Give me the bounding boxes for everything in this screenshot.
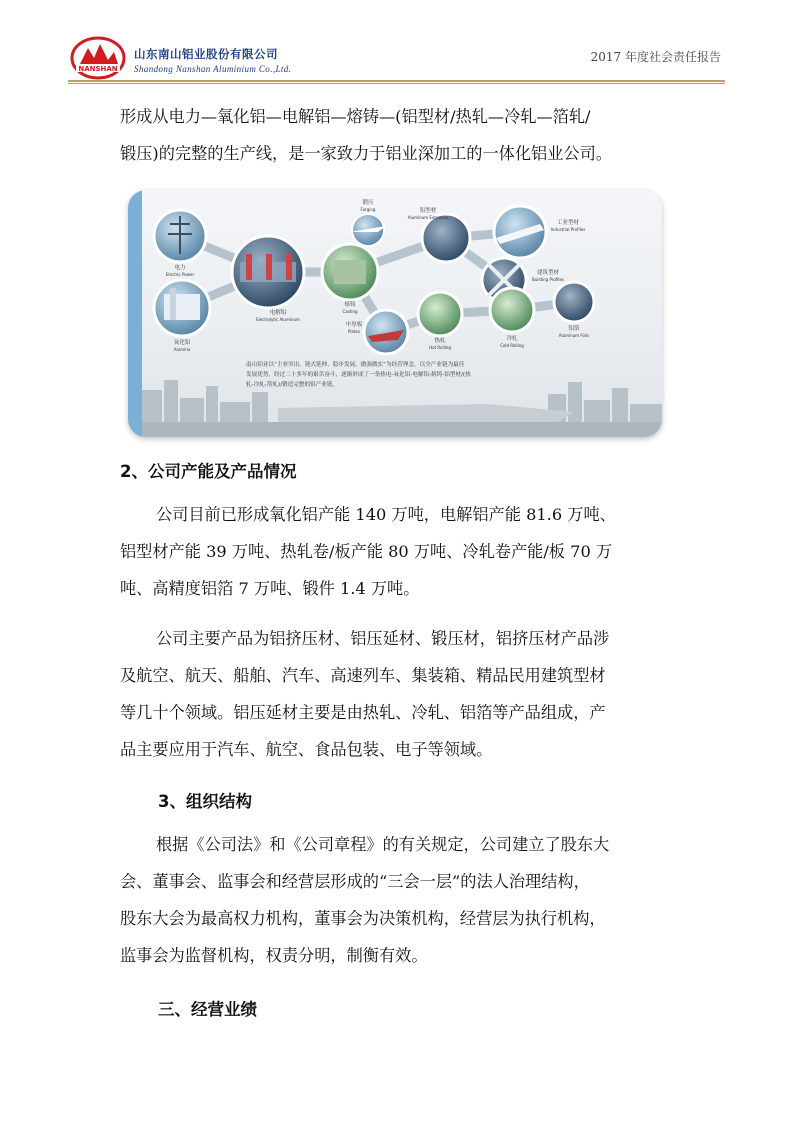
company-name-en: Shandong Nanshan Aluminium Co.,Ltd. <box>134 64 292 74</box>
node-aluminum-extrusion <box>422 214 470 262</box>
label-forging-cn: 锻压 <box>362 200 374 206</box>
section-3-p1-line-3: 股东大会为最高权力机构，董事会为决策机构，经营层为执行机构， <box>120 909 606 928</box>
label-casting-cn: 熔铸 <box>344 302 356 308</box>
section-3-heading: 3、组织结构 <box>158 792 252 811</box>
section-2-p2-line-4: 品主要应用于汽车、航空、食品包装、电子等领域。 <box>120 740 493 759</box>
section-2-p1-line-3: 吨、高精度铝箔 7 万吨、锻件 1.4 万吨。 <box>120 579 420 598</box>
section-2-paragraph-1 <box>120 496 675 607</box>
section-3-paragraph <box>120 826 675 974</box>
label-building-cn: 建筑型材 <box>536 270 560 276</box>
diagram-left-band <box>128 190 142 437</box>
label-hot-rolling-cn: 热轧 <box>434 338 446 344</box>
part-three-heading: 三、经营业绩 <box>158 1000 257 1019</box>
diagram-caption-line-1: 南山铝业以“主业突出、链式延伸、稳步发展、做强做实”为经营理念，以全产业链为最佳 <box>246 362 465 368</box>
section-2-heading: 2、公司产能及产品情况 <box>120 462 297 481</box>
label-forging-en: Forging <box>360 207 376 212</box>
label-alumina-en: Alumina <box>173 347 191 352</box>
label-building-en: Building Profiles <box>531 277 565 282</box>
label-hot-rolling-en: Hot Rolling <box>429 345 451 350</box>
label-plates-en: Plates <box>347 329 361 334</box>
label-extrusion-en: Aluminum Extrusion <box>407 215 449 220</box>
section-2-p1-line-1: 公司目前已形成氧化铝产能 140 万吨，电解铝产能 81.6 万吨、 <box>156 505 616 524</box>
node-cold-rolling <box>490 288 534 332</box>
ground-band <box>142 422 662 437</box>
node-hot-rolling <box>418 292 462 336</box>
train-silhouette <box>278 404 574 422</box>
label-electric-power-en: Electric Power <box>165 272 195 277</box>
header-rule-thin <box>68 83 725 84</box>
header-rule <box>68 80 725 82</box>
intro-line-2: 锻压)的完整的生产线，是一家致力于铝业深加工的一体化铝业公司。 <box>120 144 612 163</box>
section-3-p1-line-4: 监事会为监督机构，权责分明，制衡有效。 <box>120 946 428 965</box>
label-extrusion-cn: 铝型材 <box>419 208 437 214</box>
diagram-caption-line-2: 发展优势，经过二十多年的艰苦奋斗，逐渐形成了一条热电-氧化铝-电解铝-熔铸-铝型材/(热 <box>246 372 471 378</box>
page-header <box>70 36 723 80</box>
section-3-p1-line-1: 根据《公司法》和《公司章程》的有关规定，公司建立了股东大 <box>156 835 610 854</box>
label-electrolytic-en: Electrolytic Aluminum <box>256 317 300 322</box>
svg-text:NANSHAN: NANSHAN <box>78 65 118 73</box>
label-foils-cn: 铝箔 <box>568 326 580 332</box>
industry-chain-svg <box>128 190 662 437</box>
company-name-cn: 山东南山铝业股份有限公司 <box>134 47 278 61</box>
intro-paragraph <box>120 98 675 172</box>
section-2-p1-line-2: 铝型材产能 39 万吨、热轧卷/板产能 80 万吨、冷轧卷产能/板 70 万 <box>120 542 613 561</box>
label-plates-cn: 中厚板 <box>345 322 363 328</box>
report-title: 2017 年度社会责任报告 <box>590 50 721 64</box>
label-electrolytic-cn: 电解铝 <box>269 310 287 316</box>
label-foils-en: Aluminum Foils <box>558 333 590 338</box>
nanshan-logo <box>70 36 126 80</box>
label-alumina-cn: 氧化铝 <box>173 340 191 346</box>
label-electric-power-cn: 电力 <box>174 265 186 271</box>
intro-line-1: 形成从电力—氧化铝—电解铝—熔铸—(铝型材/热轧—冷轧—箔轧/ <box>120 107 591 126</box>
label-industrial-cn: 工业型材 <box>556 220 580 226</box>
section-3-p1-line-2: 会、董事会、监事会和经营层形成的“三会一层”的法人治理结构， <box>120 872 590 891</box>
section-2-p2-line-1: 公司主要产品为铝挤压材、铝压延材、锻压材，铝挤压材产品涉 <box>156 629 610 648</box>
label-industrial-en: Industrial Profiles <box>550 227 586 232</box>
node-aluminum-foils <box>554 282 594 322</box>
section-2-p2-line-3: 等几十个领域。铝压延材主要是由热轧、冷轧、铝箔等产品组成，产 <box>120 703 606 722</box>
label-cold-rolling-en: Cold Rolling <box>500 343 524 348</box>
label-casting-en: Casting <box>342 309 358 314</box>
section-2-p2-line-2: 及航空、航天、船舶、汽车、高速列车、集装箱、精品民用建筑型材 <box>120 666 606 685</box>
section-2-paragraph-2 <box>120 620 675 768</box>
label-cold-rolling-cn: 冷轧 <box>506 336 518 342</box>
company-name <box>134 46 291 74</box>
diagram-caption-line-3: 轧-冷轧-箔轧)/锻造完整的铝产业链。 <box>246 382 339 388</box>
industry-chain-diagram <box>128 190 662 437</box>
